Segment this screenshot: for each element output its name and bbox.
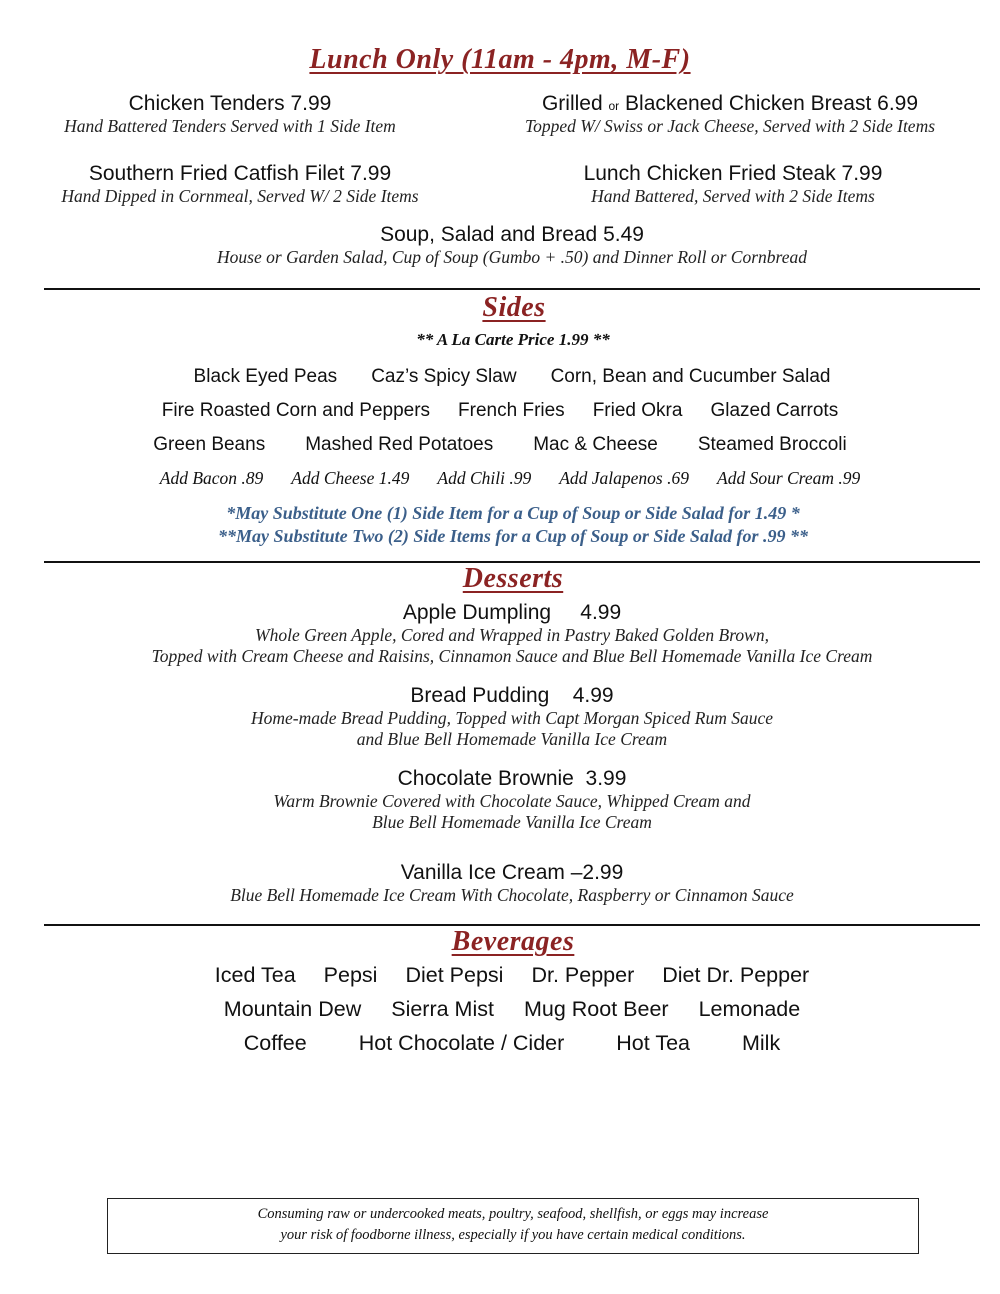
beverage-item: Hot Tea	[616, 1031, 690, 1055]
beverages-row-2	[0, 997, 1000, 1022]
item-desc: Blue Bell Homemade Vanilla Ice Cream	[372, 812, 652, 832]
side-item: Steamed Broccoli	[697, 434, 847, 455]
dessert-chocolate-brownie	[0, 767, 1000, 833]
sides-row-1	[0, 366, 1000, 388]
item-name: Lunch Chicken Fried Steak 7.99	[583, 162, 883, 185]
beverage-item: Hot Chocolate / Cider	[358, 1031, 565, 1055]
item-desc: Topped W/ Swiss or Jack Cheese, Served with 2 Side Items	[524, 116, 936, 136]
side-item: Mashed Red Potatoes	[305, 434, 494, 455]
sides-row-2	[0, 400, 1000, 422]
addon-item: Add Cheese 1.49	[291, 468, 410, 488]
disclaimer-line: your risk of foodborne illness, especially if you have certain medical conditions.	[280, 1227, 746, 1243]
disclaimer-line: Consuming raw or undercooked meats, poultry, seafood, shellfish, or eggs may increase	[257, 1206, 769, 1222]
beverages-row-3	[0, 1031, 1000, 1056]
item-desc: Hand Battered, Served with 2 Side Items	[591, 186, 875, 206]
beverage-item: Diet Dr. Pepper	[662, 963, 810, 987]
item-name	[480, 92, 980, 116]
side-item: Black Eyed Peas	[193, 366, 338, 387]
addon-item: Add Sour Cream .99	[717, 468, 861, 488]
addons-row	[0, 468, 1000, 489]
addon-item: Add Bacon .89	[159, 468, 264, 488]
sides-price-note: ** A La Carte Price 1.99 **	[416, 330, 610, 349]
beverages-row-1	[0, 963, 1000, 988]
item-name: Vanilla Ice Cream –2.99	[400, 861, 624, 884]
dessert-vanilla-ice-cream	[0, 861, 1000, 906]
foodborne-illness-disclaimer	[107, 1198, 919, 1254]
item-desc: Whole Green Apple, Cored and Wrapped in Pastry Baked Golden Brown,	[255, 625, 769, 645]
sides-heading: Sides	[482, 292, 546, 323]
side-item: Glazed Carrots	[710, 400, 839, 421]
desserts-heading: Desserts	[462, 563, 564, 594]
item-name: Chocolate Brownie 3.99	[397, 767, 627, 790]
beverage-item: Iced Tea	[214, 963, 296, 987]
or-connector: or	[608, 99, 620, 113]
item-name-part: Blackened Chicken Breast 6.99	[625, 92, 919, 115]
divider	[44, 288, 980, 290]
beverage-item: Coffee	[243, 1031, 307, 1055]
item-name: Apple Dumpling 4.99	[402, 601, 622, 624]
substitution-note-2: **May Substitute Two (2) Side Items for a Cup of Soup or Side Salad for .99 **	[218, 526, 808, 546]
beverage-item: Sierra Mist	[391, 997, 494, 1021]
item-desc: Blue Bell Homemade Ice Cream With Chocolate, Raspberry or Cinnamon Sauce	[230, 885, 794, 905]
lunch-item-catfish	[20, 162, 460, 207]
item-name-part: Grilled	[541, 92, 603, 115]
beverage-item: Mountain Dew	[223, 997, 362, 1021]
item-desc: House or Garden Salad, Cup of Soup (Gumbo + .50) and Dinner Roll or Cornbread	[217, 247, 807, 267]
dessert-apple-dumpling	[0, 601, 1000, 667]
beverage-item: Milk	[742, 1031, 781, 1055]
beverages-heading: Beverages	[451, 926, 575, 957]
item-desc: Home-made Bread Pudding, Topped with Capt Morgan Spiced Rum Sauce	[250, 708, 774, 728]
substitution-note-1: *May Substitute One (1) Side Item for a Cup of Soup or Side Salad for 1.49 *	[226, 503, 800, 523]
beverage-item: Diet Pepsi	[405, 963, 504, 987]
item-desc: Topped with Cream Cheese and Raisins, Cinnamon Sauce and Blue Bell Homemade Vanilla Ice Cream	[151, 646, 873, 666]
beverage-item: Dr. Pepper	[531, 963, 635, 987]
addon-item: Add Chili .99	[437, 468, 532, 488]
item-desc: Warm Brownie Covered with Chocolate Sauce, Whipped Cream and	[273, 791, 751, 811]
side-item: Green Beans	[153, 434, 266, 455]
item-name: Bread Pudding 4.99	[410, 684, 614, 707]
sides-row-3	[0, 434, 1000, 456]
side-item: Caz’s Spicy Slaw	[371, 366, 517, 387]
lunch-item-soup-salad	[0, 223, 1000, 268]
side-item: French Fries	[458, 400, 565, 421]
item-name: Southern Fried Catfish Filet 7.99	[88, 162, 392, 185]
lunch-heading: Lunch Only (11am - 4pm, M-F)	[309, 44, 691, 75]
item-desc: and Blue Bell Homemade Vanilla Ice Cream	[356, 729, 668, 749]
lunch-item-chicken-tenders	[20, 92, 440, 137]
side-item: Mac & Cheese	[533, 434, 658, 455]
side-item: Fire Roasted Corn and Peppers	[161, 400, 431, 421]
addon-item: Add Jalapenos .69	[559, 468, 689, 488]
lunch-item-chicken-breast	[480, 92, 980, 137]
beverage-item: Lemonade	[698, 997, 801, 1021]
dessert-bread-pudding	[0, 684, 1000, 750]
item-desc: Hand Battered Tenders Served with 1 Side Item	[64, 116, 396, 136]
beverage-item: Mug Root Beer	[523, 997, 669, 1021]
side-item: Corn, Bean and Cucumber Salad	[550, 366, 831, 387]
item-name: Chicken Tenders 7.99	[128, 92, 332, 115]
side-item: Fried Okra	[592, 400, 683, 421]
lunch-item-chicken-fried-steak	[500, 162, 966, 207]
item-desc: Hand Dipped in Cornmeal, Served W/ 2 Side Items	[61, 186, 419, 206]
beverage-item: Pepsi	[323, 963, 378, 987]
item-name: Soup, Salad and Bread 5.49	[380, 223, 644, 246]
